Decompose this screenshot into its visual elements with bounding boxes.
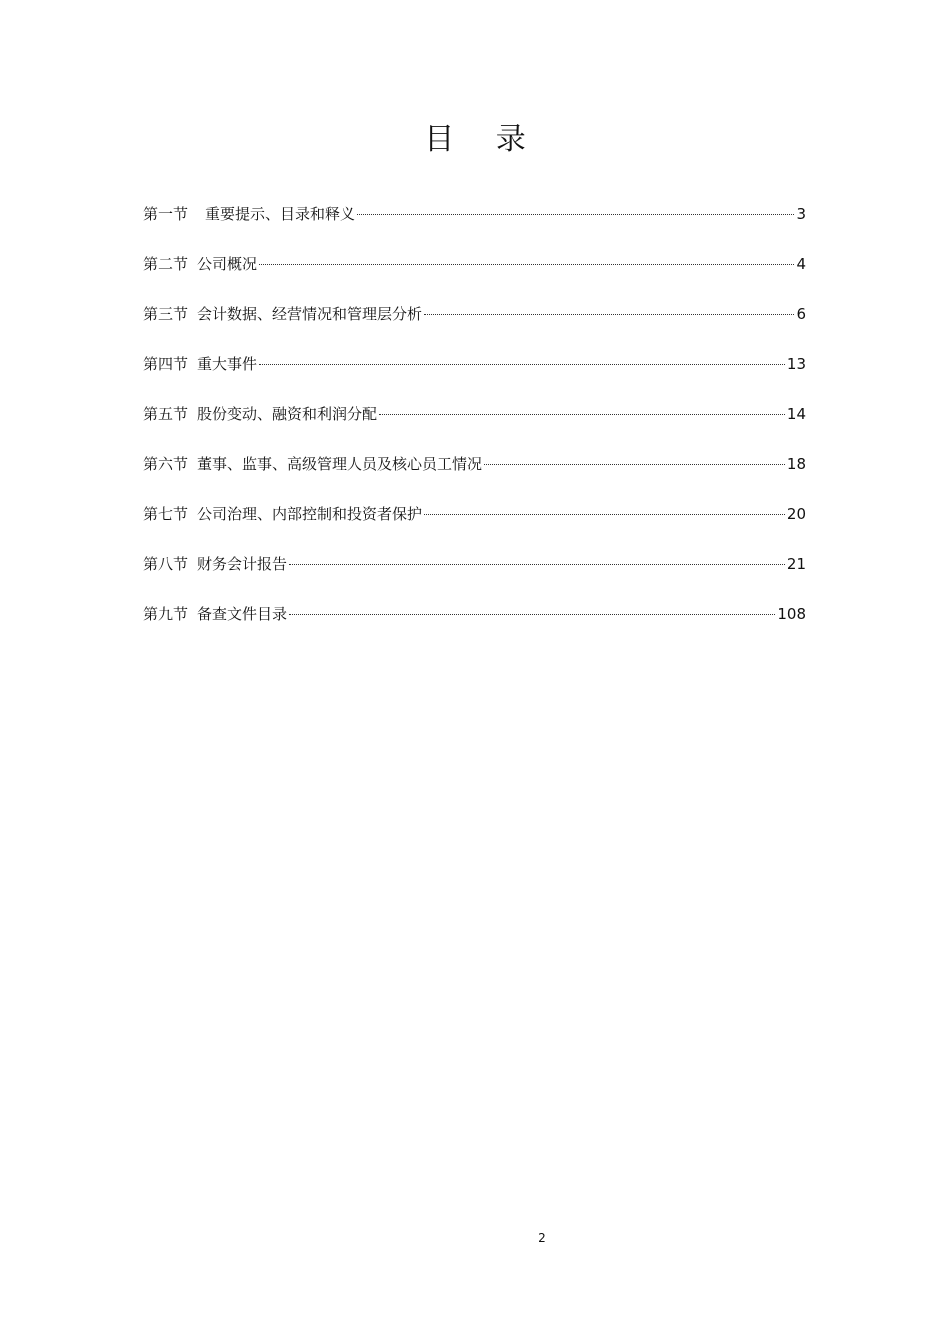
toc-section-number: 第八节 [143,555,189,573]
toc-dot-leader [289,614,775,615]
toc-page-number: 20 [786,505,806,523]
toc-section-title: 备查文件目录 [197,605,288,623]
toc-item-label [143,350,257,378]
toc-item-9[interactable] [143,600,806,650]
toc-section-number: 第二节 [143,255,189,273]
toc-section-title: 重大事件 [197,355,258,373]
toc-section-title: 公司治理、内部控制和投资者保护 [197,505,423,523]
toc-section-title: 重要提示、目录和释义 [205,205,356,223]
toc-page-number: 13 [786,355,806,373]
toc-item-label [143,600,287,628]
toc-page-number: 18 [786,455,806,473]
toc-page-number: 108 [777,605,806,623]
toc-dot-leader [289,564,785,565]
toc-page-number: 4 [796,255,806,273]
toc-dot-leader [259,264,794,265]
toc-section-number: 第六节 [143,455,189,473]
toc-section-title: 公司概况 [197,255,258,273]
toc-section-title: 财务会计报告 [197,555,288,573]
toc-item-1[interactable] [143,200,806,250]
toc-item-3[interactable] [143,300,806,350]
toc-item-label [143,550,287,578]
toc-dot-leader [424,514,785,515]
toc-section-title: 会计数据、经营情况和管理层分析 [197,305,423,323]
toc-page-number: 14 [786,405,806,423]
toc-section-number: 第一节 [143,205,189,223]
page-title: 目 录 [424,122,542,157]
toc-item-2[interactable] [143,250,806,300]
page-number: 2 [538,1231,546,1245]
toc-section-title: 股份变动、融资和利润分配 [197,405,378,423]
toc-section-number: 第三节 [143,305,189,323]
toc-item-label [143,450,482,478]
toc-item-label [143,250,257,278]
toc-dot-leader [357,214,794,215]
toc-item-8[interactable] [143,550,806,600]
toc-item-label [143,300,422,328]
toc-section-number: 第四节 [143,355,189,373]
toc-dot-leader [259,364,785,365]
toc-dot-leader [379,414,785,415]
toc-item-label [143,200,355,228]
toc-page-number: 21 [786,555,806,573]
toc-section-title: 董事、监事、高级管理人员及核心员工情况 [197,455,483,473]
toc-section-number: 第九节 [143,605,189,623]
toc-item-6[interactable] [143,450,806,500]
toc-item-label [143,500,422,528]
toc-page-number: 6 [796,305,806,323]
toc-dot-leader [424,314,794,315]
toc-section-number: 第七节 [143,505,189,523]
toc-item-4[interactable] [143,350,806,400]
toc-item-5[interactable] [143,400,806,450]
toc-item-7[interactable] [143,500,806,550]
toc-page-number: 3 [796,205,806,223]
table-of-contents [143,200,806,650]
toc-dot-leader [484,464,785,465]
toc-section-number: 第五节 [143,405,189,423]
toc-item-label [143,400,377,428]
